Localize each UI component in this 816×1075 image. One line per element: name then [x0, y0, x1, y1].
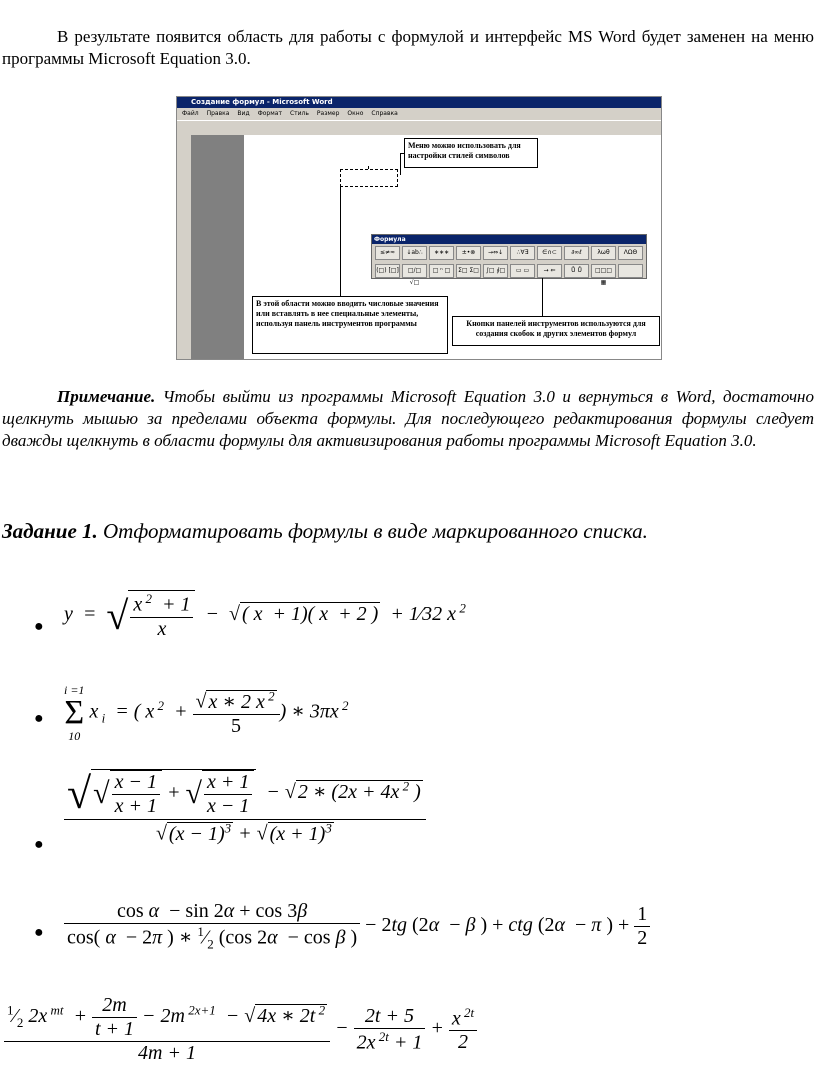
- toolbar-button[interactable]: Ů Ů: [564, 264, 589, 278]
- toolbar-button[interactable]: ▭ ▭: [510, 264, 535, 278]
- toolbar-button[interactable]: □ ⁿ □: [429, 264, 454, 278]
- bullet: ●: [34, 710, 44, 727]
- equation-box: [340, 169, 398, 187]
- menu-item[interactable]: Файл: [182, 110, 199, 117]
- formula-4: $\frac{\text{cos α − sin 2α + cos 3β}}{\cos( \alpha - 2\pi ) ∗ ^1⁄_2 (\cos 2\alpha - \cos \beta )}$ − 2tg (2α − β ) + ctg (2α − π ) + $\frac{1}{2}$: [64, 900, 650, 953]
- toolbar-button[interactable]: → ⇐: [537, 264, 562, 278]
- task-heading: Задание 1. Отформатировать формулы в виде маркированного списка.: [2, 519, 648, 543]
- formula-3: √√ $\frac{x - 1}{x + 1}$ + √ $\frac{x + 1}{x - 1}$ − √ 2 ∗ (2x + 4x $^2$ ) √ $(x - 1)^3$ + √ $(x + 1)^3$: [64, 768, 426, 846]
- toolbar-button[interactable]: ∫□ ∮□: [483, 264, 508, 278]
- horizontal-ruler: [177, 121, 661, 136]
- callout-area: В этой области можно вводить числовые значения или вставлять в нее специальные элементы, используя панель инструментов программы: [252, 296, 448, 354]
- menu-item[interactable]: Правка: [206, 110, 230, 117]
- toolbar-button[interactable]: ∈∩⊂: [537, 246, 562, 260]
- page-margin: [191, 135, 244, 359]
- bullet: ●: [34, 836, 44, 853]
- menu-item[interactable]: Окно: [347, 110, 364, 117]
- toolbar-button[interactable]: □□□ ▦: [591, 264, 616, 278]
- toolbar-button[interactable]: ↓ab∴: [402, 246, 427, 260]
- toolbar-button[interactable]: □/□ √□: [402, 264, 427, 278]
- toolbar-button[interactable]: Σ□ Σ□: [456, 264, 481, 278]
- formula-toolbar: Формула ≤≠≈ ↓ab∴ ∗∗∗ ±•⊗ →⇔↓ ∴∀∃ ∈∩⊂ ∂∞ℓ λωθ ΛΩΘ (□) [□] □/□ √□ □ ⁿ □ Σ□ Σ□ ∫□ ∮□ ▭ ▭ → ⇐ Ů Ů □□□ ▦: [371, 234, 647, 279]
- note-paragraph: Примечание. Чтобы выйти из программы Microsoft Equation 3.0 и вернуться в Word, достаточно щелкнуть мышью за пределами объекта формулы. Для последующего редактирования формулы следует дважды щелкнуть в области формулы для активизирования работы программы Microsoft Equation 3.0.: [2, 387, 814, 450]
- toolbar-button[interactable]: λωθ: [591, 246, 616, 260]
- menu-item[interactable]: Вид: [237, 110, 250, 117]
- formula-1: y = √ $\frac{x ^2 + 1}{x}$ − √ ( x + 1)( x + 2 ) + 1⁄32 x $^2$: [64, 591, 466, 640]
- toolbar-button[interactable]: [618, 264, 643, 278]
- menu-bar: [177, 108, 661, 120]
- word-screenshot: [176, 96, 662, 360]
- callout-menu: Меню можно использовать для настройки стилей символов: [404, 138, 538, 168]
- menu-item[interactable]: Стиль: [289, 110, 309, 117]
- bullet: ●: [34, 618, 44, 635]
- toolbar-button[interactable]: ±•⊗: [456, 246, 481, 260]
- bullet: ●: [34, 924, 44, 941]
- menu-item[interactable]: Справка: [371, 110, 398, 117]
- toolbar-button[interactable]: ∂∞ℓ: [564, 246, 589, 260]
- toolbar-button[interactable]: (□) [□]: [375, 264, 400, 278]
- toolbar-button[interactable]: ∗∗∗: [429, 246, 454, 260]
- formula-2: i =1 Σ 10 x $_i$ = ( x $^2$ + $\frac{√ x ∗ 2 x ^2}{5}$ ) ∗ 3πx $^2$: [64, 683, 349, 743]
- formula-5: $^1⁄_2$ 2x $^{mt}$ + $\frac{2m}{t + 1}$ − 2m $^{2x+1}$ − √ 4x ∗ 2t $^2$ 4m + 1 − $\frac{2t + 5}{2x ^{2t} + 1}$ + $\frac{x ^{2t}}{2}$: [4, 994, 477, 1065]
- window-title-bar: Создание формул - Microsoft Word: [177, 97, 661, 108]
- menu-item[interactable]: Размер: [316, 110, 340, 117]
- toolbar-button[interactable]: →⇔↓: [483, 246, 508, 260]
- toolbar-button[interactable]: ∴∀∃: [510, 246, 535, 260]
- menu-item[interactable]: Формат: [257, 110, 282, 117]
- toolbar-button[interactable]: ΛΩΘ: [618, 246, 643, 260]
- callout-buttons: Кнопки панелей инструментов используются для создания скобок и других элементов формул: [452, 316, 660, 346]
- intro-paragraph: В результате появится область для работы с формулой и интерфейс MS Word будет заменен на меню программы Microsoft Equation 3.0.: [2, 27, 814, 68]
- vertical-ruler: [177, 135, 191, 359]
- toolbar-button[interactable]: ≤≠≈: [375, 246, 400, 260]
- document-page: [244, 135, 661, 359]
